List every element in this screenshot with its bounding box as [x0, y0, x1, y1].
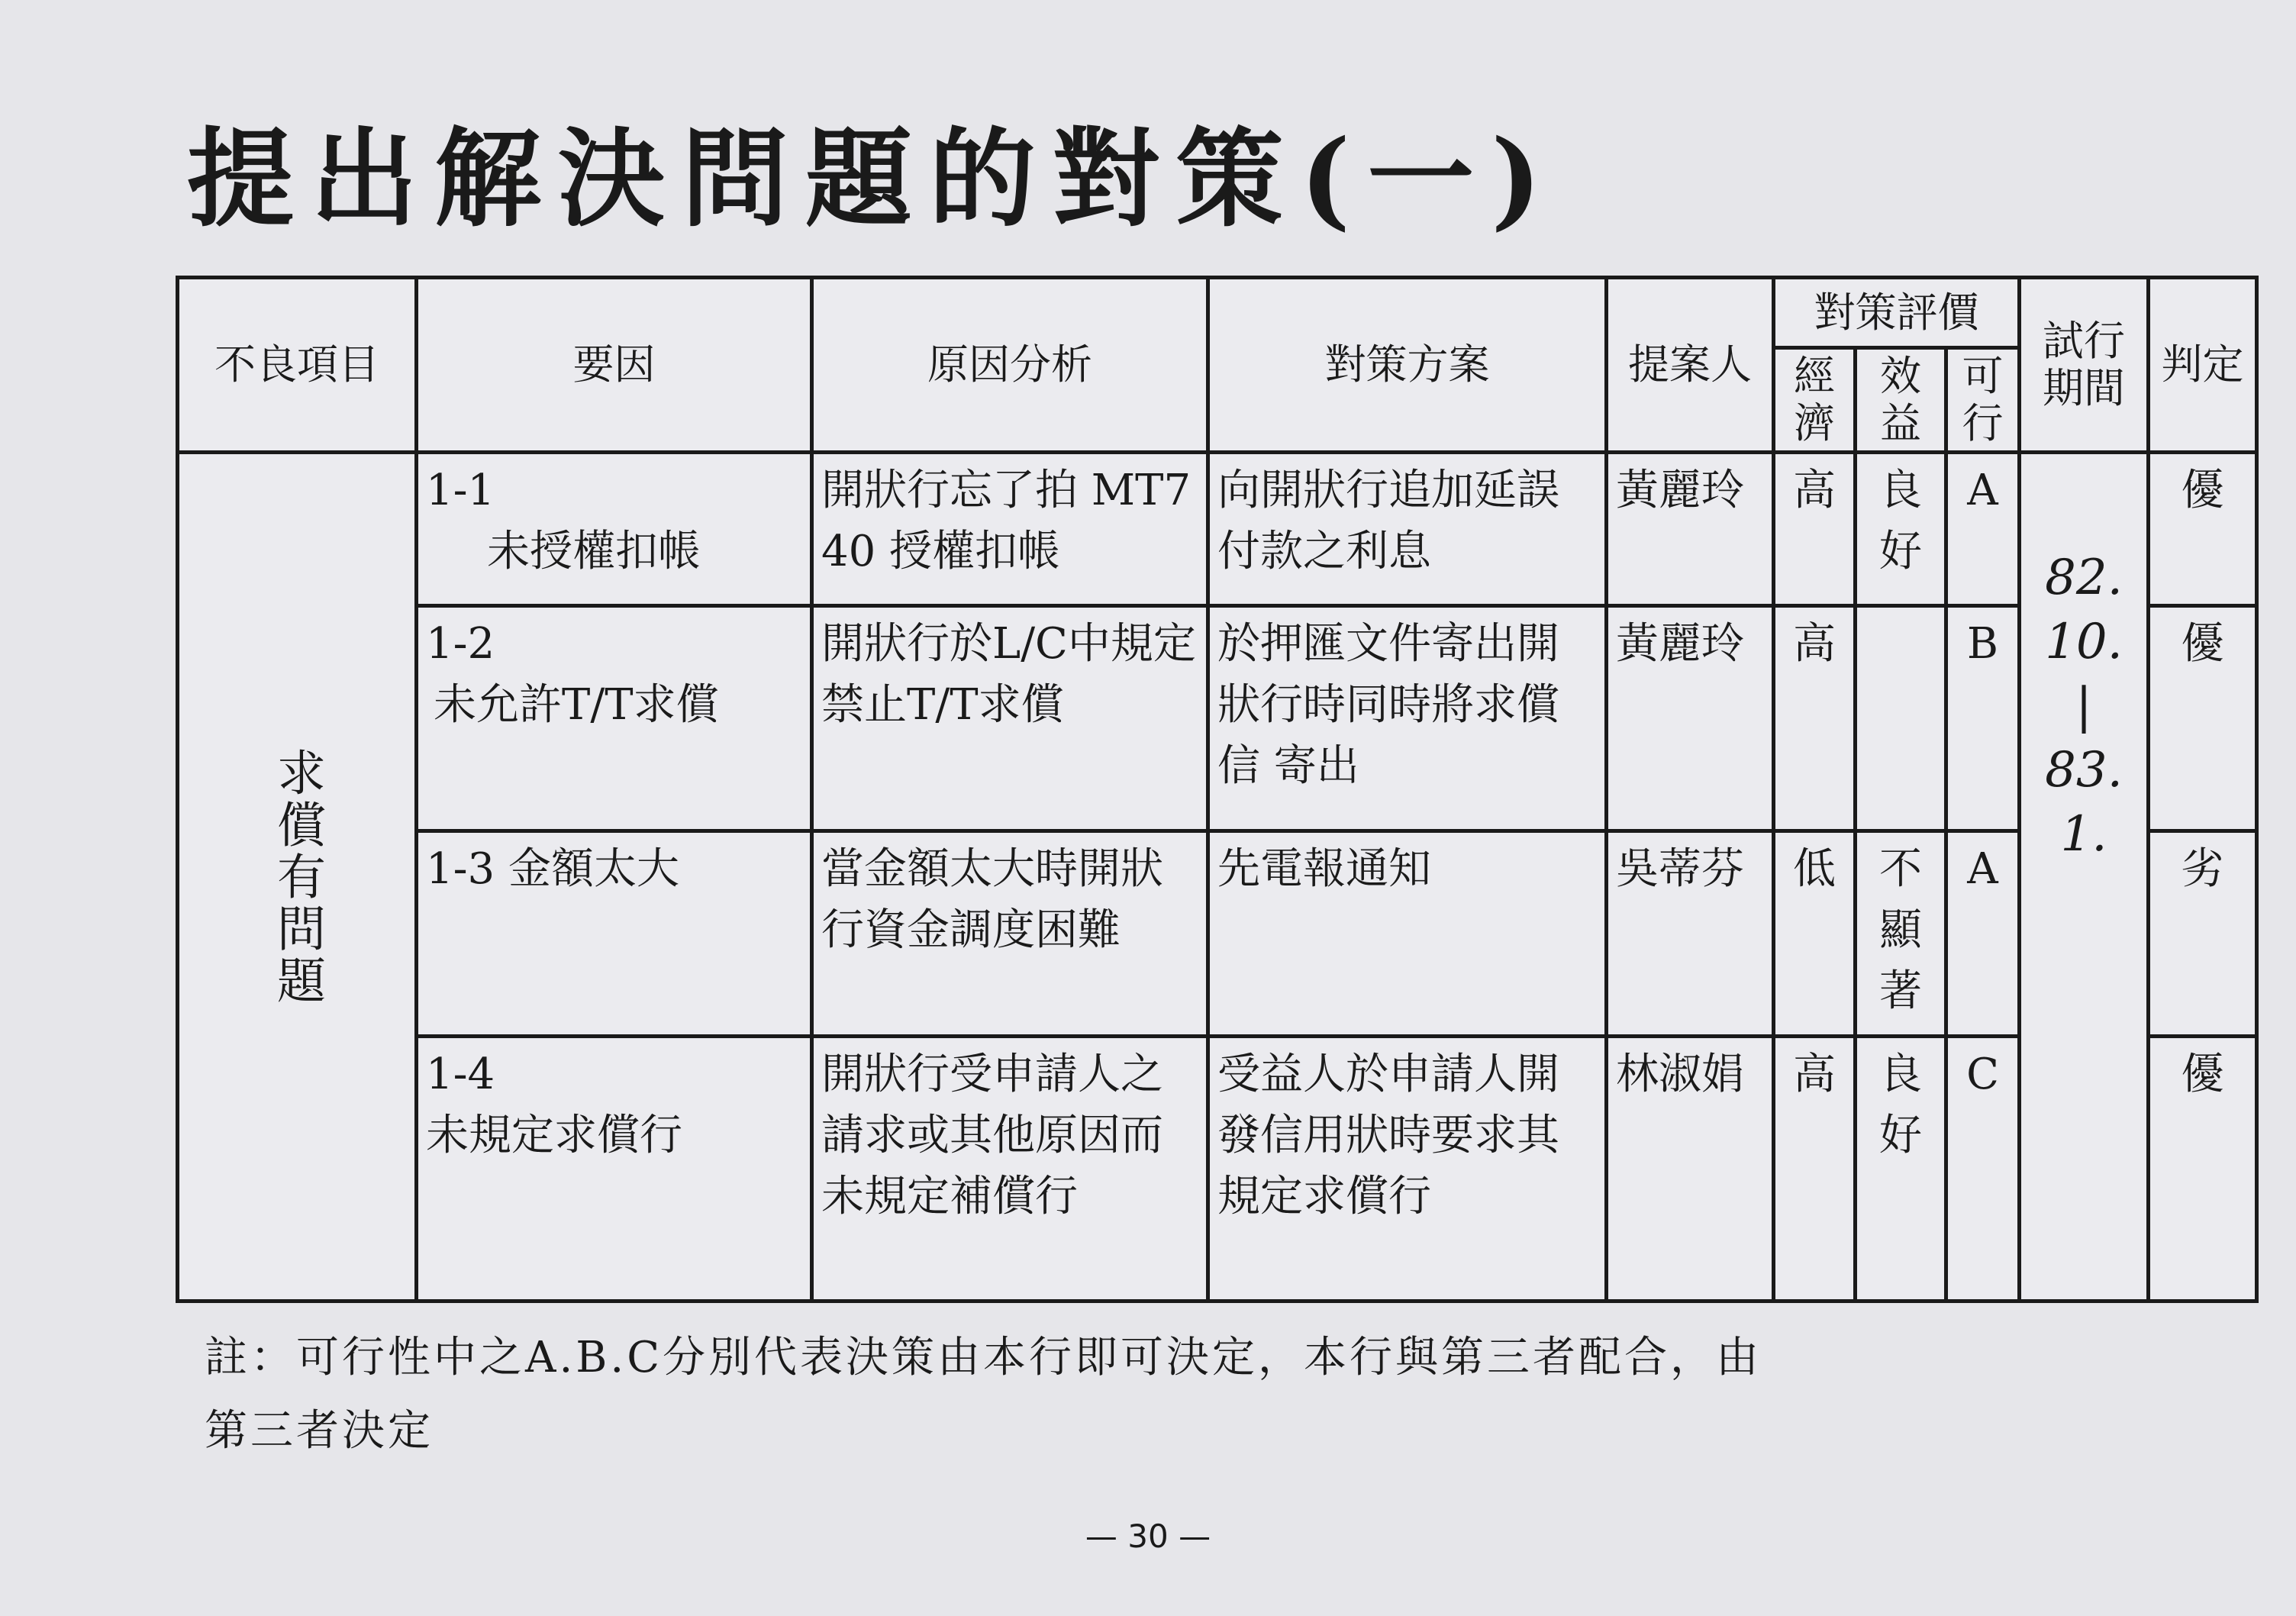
page-title: 提出解決問題的對策(一) — [187, 117, 1559, 242]
proposer-cell: 黃麗玲 — [1607, 606, 1774, 831]
factor-cell: 1-1 未授權扣帳 — [417, 453, 812, 606]
economy-cell: 高 — [1774, 1037, 1856, 1302]
header-factor: 要因 — [417, 278, 812, 453]
feasibility-cell: C — [1946, 1037, 2020, 1302]
header-evaluation: 對策評價 — [1774, 278, 2020, 348]
benefit-cell: 不顯著 — [1856, 831, 1946, 1037]
header-feasibility: 可行 — [1946, 348, 2020, 453]
analysis-cell: 開狀行於L/C中規定禁止T/T求償 — [812, 606, 1208, 831]
plan-cell: 於押匯文件寄出開狀行時同時將求償信 寄出 — [1208, 606, 1607, 831]
verdict-cell: 優 — [2149, 1037, 2257, 1302]
feasibility-cell: A — [1946, 831, 2020, 1037]
table-row — [178, 606, 2257, 831]
economy-cell: 低 — [1774, 831, 1856, 1037]
verdict-cell: 優 — [2149, 606, 2257, 831]
item-cell: 求償有問題 — [178, 453, 417, 1302]
benefit-cell — [1856, 606, 1946, 831]
benefit-cell: 良好 — [1856, 1037, 1946, 1302]
table-row — [178, 1037, 2257, 1302]
factor-cell: 1-3 金額太大 — [417, 831, 812, 1037]
header-analysis: 原因分析 — [812, 278, 1208, 453]
proposer-cell: 黃麗玲 — [1607, 453, 1774, 606]
period-cell: 82. 10. | 83. 1. — [2020, 453, 2149, 1302]
plan-cell: 受益人於申請人開發信用狀時要求其規定求償行 — [1208, 1037, 1607, 1302]
analysis-cell: 開狀行忘了拍 MT740 授權扣帳 — [812, 453, 1208, 606]
verdict-cell: 優 — [2149, 453, 2257, 606]
header-verdict: 判定 — [2149, 278, 2257, 453]
economy-cell: 高 — [1774, 606, 1856, 831]
header-benefit: 效益 — [1856, 348, 1946, 453]
header-plan: 對策方案 — [1208, 278, 1607, 453]
feasibility-cell: B — [1946, 606, 2020, 831]
factor-cell: 1-2 未允許T/T求償 — [417, 606, 812, 831]
analysis-cell: 開狀行受申請人之請求或其他原因而未規定補償行 — [812, 1037, 1208, 1302]
factor-cell: 1-4 未規定求償行 — [417, 1037, 812, 1302]
proposer-cell: 林淑娟 — [1607, 1037, 1774, 1302]
plan-cell: 先電報通知 — [1208, 831, 1607, 1037]
verdict-cell: 劣 — [2149, 831, 2257, 1037]
header-economy: 經濟 — [1774, 348, 1856, 453]
feasibility-cell: A — [1946, 453, 2020, 606]
analysis-cell: 當金額太大時開狀行資金調度困難 — [812, 831, 1208, 1037]
table-row — [178, 831, 2257, 1037]
page-number: — 30 — — [1085, 1518, 1211, 1555]
footnote: 註：可行性中之A.B.C分別代表決策由本行即可決定，本行與第三者配合，由第三者決定 — [205, 1333, 1762, 1456]
header-proposer: 提案人 — [1607, 278, 1774, 453]
proposer-cell: 吳蒂芬 — [1607, 831, 1774, 1037]
header-period: 試行期間 — [2020, 278, 2149, 453]
header-item: 不良項目 — [178, 278, 417, 453]
countermeasure-table — [176, 276, 2259, 1303]
table-row — [178, 453, 2257, 606]
content — [176, 276, 2255, 1560]
economy-cell: 高 — [1774, 453, 1856, 606]
benefit-cell: 良好 — [1856, 453, 1946, 606]
plan-cell: 向開狀行追加延誤付款之利息 — [1208, 453, 1607, 606]
